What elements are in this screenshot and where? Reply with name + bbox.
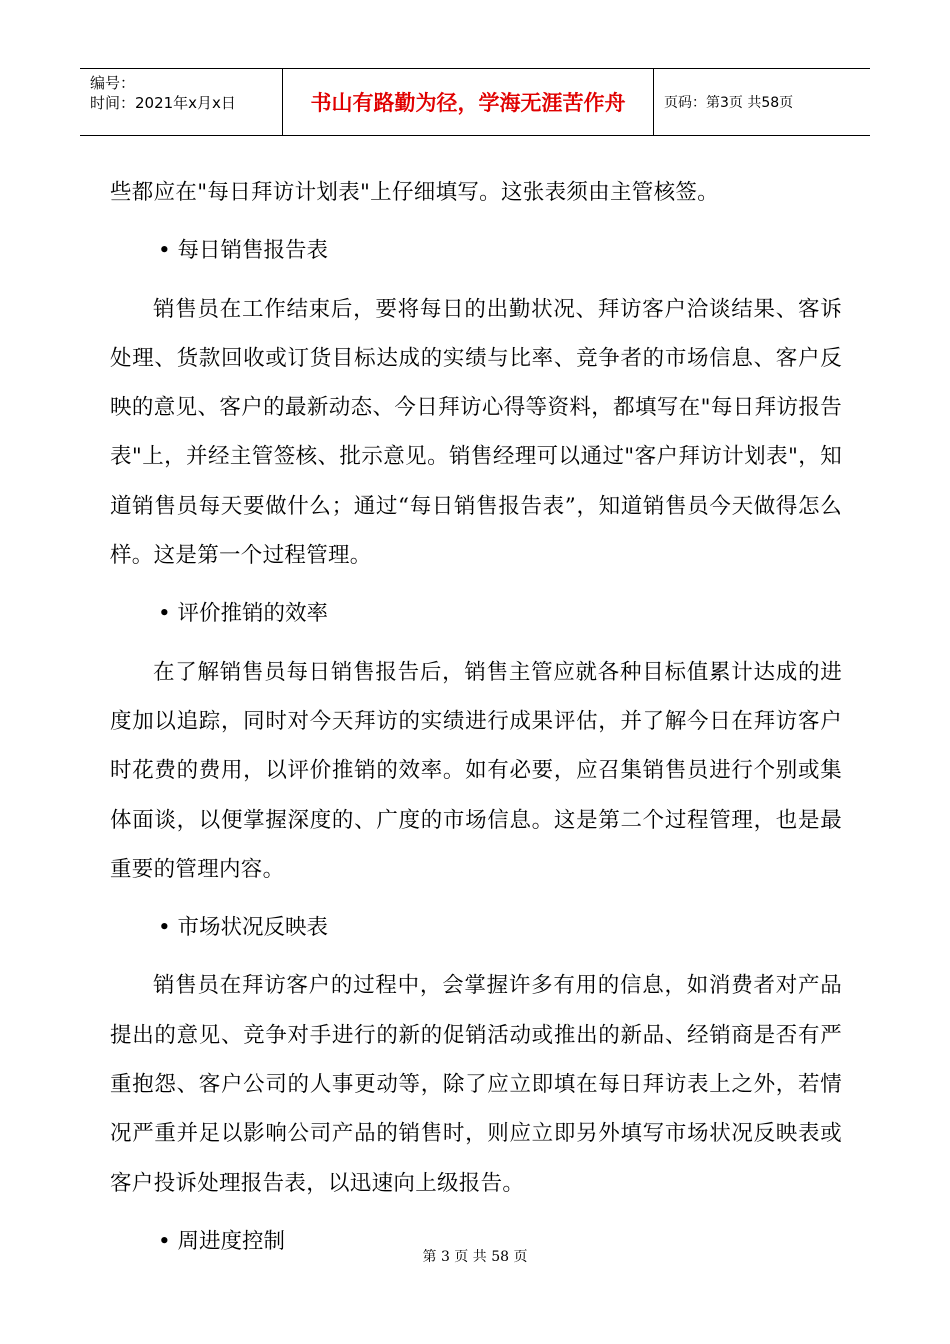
bullet-market-report: • 市场状况反映表 [158,915,329,941]
page-header [80,68,870,136]
header-motto: 书山有路勤为径，学海无涯苦作舟 [283,69,654,135]
page-footer: 第 3 页 共 58 页 [422,1249,528,1265]
paragraph-4: 销售员在拜访客户的过程中，会掌握许多有用的信息，如消费者对产品提出的意见、竞争对手进行的新的促销活动或推出的新品、经销商是否有严重抱怨、客户公司的人事更动等，除了应立即填在每日拜访表上之外，若情况严重并足以影响公司产品的销售时，则应立即另外填写市场状况反映表或客户投诉处理报告表，以迅速向上级报告。 [110,973,842,1196]
bullet-daily-report: • 每日销售报告表 [158,238,329,264]
header-meta [80,69,283,135]
bullet-evaluate-efficiency: • 评价推销的效率 [158,601,329,627]
code-label: 编号： [90,74,136,92]
paragraph-1: 些都应在"每日拜访计划表"上仔细填写。这张表须由主管核签。 [110,180,719,205]
header-page-info: 页码：第3页 共58页 [664,95,794,111]
paragraph-3: 在了解销售员每日销售报告后，销售主管应就各种目标值累计达成的进度加以追踪，同时对今天拜访的实绩进行成果评估，并了解今日在拜访客户时花费的费用，以评价推销的效率。如有必要，应召集销售员进行个别或集体面谈，以便掌握深度的、广度的市场信息。这是第二个过程管理，也是最重要的管理内容。 [110,659,842,882]
date-line: 时间：2021年x月x日 [90,94,236,112]
document-body [110,168,842,1266]
bullet-weekly-progress: • 周进度控制 [158,1228,286,1254]
paragraph-2: 销售员在工作结束后，要将每日的出勤状况、拜访客户洽谈结果、客诉处理、货款回收或订货目标达成的实绩与比率、竞争者的市场信息、客户反映的意见、客户的最新动态、今日拜访心得等资料，都填写在"每日拜访报告表"上，并经主管签核、批示意见。销售经理可以通过"客户拜访计划表"，知道销售员每天要做什么；通过“每日销售报告表”，知道销售员今天做得怎么样。这是第一个过程管理。 [110,296,842,569]
